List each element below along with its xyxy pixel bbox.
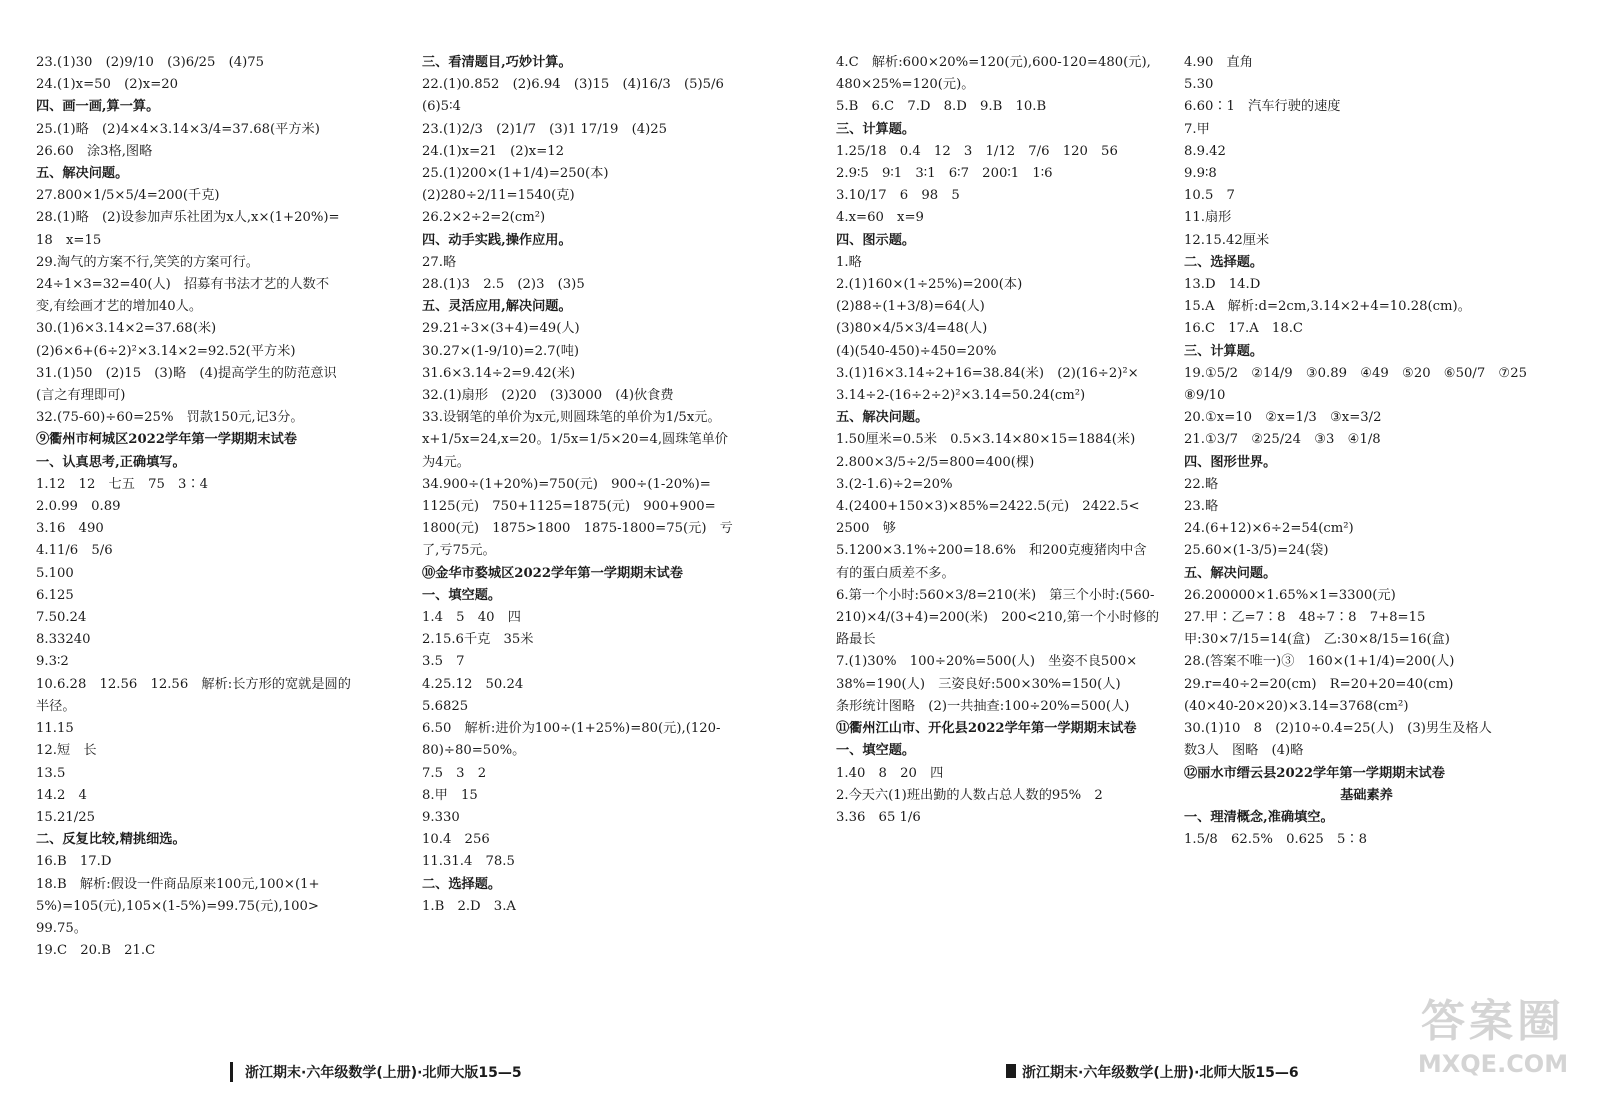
answer-line: 1.25/18 0.4 12 3 1/12 7/6 120 56: [836, 143, 1118, 159]
answer-line: 12.短 长: [36, 743, 97, 759]
answer-line: 21.①3/7 ②25/24 ③3 ④1/8: [1184, 432, 1381, 448]
answer-line: 9.3∶2: [36, 654, 69, 670]
answer-line: 23.略: [1184, 499, 1219, 515]
answer-line: 25.(1)略 (2)4×4×3.14×3/4=37.68(平方米): [36, 121, 320, 137]
answer-column-1: [36, 52, 401, 962]
answer-line: 99.75。: [36, 920, 87, 936]
answer-line: 24.(6+12)×6÷2=54(cm²): [1184, 521, 1354, 537]
answer-line: (40×40-20×20)×3.14=3768(cm²): [1184, 698, 1409, 714]
answer-line: 24÷1×3=32=40(人) 招募有书法才艺的人数不: [36, 277, 330, 293]
answer-line: 32.(75-60)÷60=25% 罚款150元,记3分。: [36, 410, 304, 426]
answer-line: (6)5∶4: [422, 99, 461, 115]
answer-line: 8.甲 15: [422, 787, 478, 803]
section-heading: 二、选择题。: [1184, 254, 1264, 270]
answer-line: 28.(答案不唯一)③ 160×(1+1/4)=200(人): [1184, 654, 1455, 670]
answer-line: 了,亏75元。: [422, 543, 496, 559]
answer-line: 31.(1)50 (2)15 (3)略 (4)提高学生的防范意识: [36, 365, 337, 381]
answer-line: 7.50.24: [36, 610, 87, 626]
answer-line: 2.0.99 0.89: [36, 499, 121, 515]
answer-line: 25.60×(1-3/5)=24(袋): [1184, 543, 1329, 559]
right-page: [800, 0, 1600, 1101]
answer-line: (2)88÷(1+3/8)=64(人): [836, 299, 985, 315]
answer-line: 210)×4/(3+4)=200(米) 200<210,第一个小时修的: [836, 610, 1160, 626]
answer-line: 30.(1)6×3.14×2=37.68(米): [36, 321, 217, 337]
answer-line: 1.50厘米=0.5米 0.5×3.14×80×15=1884(米): [836, 432, 1136, 448]
section-heading: 三、计算题。: [836, 121, 916, 137]
answer-line: 6.50 解析:进价为100÷(1+25%)=80(元),(120-: [422, 721, 721, 737]
answer-line: 1.B 2.D 3.A: [422, 898, 516, 914]
answer-line: 27.略: [422, 254, 457, 270]
answer-line: 26.200000×1.65%×1=3300(元): [1184, 587, 1396, 603]
answer-line: 29.21÷3×(3+4)=49(人): [422, 321, 580, 337]
answer-line: 4.25.12 50.24: [422, 676, 524, 692]
section-heading: ⑩金华市婺城区2022学年第一学期期末试卷: [422, 565, 683, 581]
answer-line: 8.9.42: [1184, 143, 1226, 159]
answer-line: 2.今天六(1)班出勤的人数占总人数的95% 2: [836, 787, 1103, 803]
answer-line: 甲:30×7/15=14(盒) 乙:30×8/15=16(盒): [1184, 632, 1450, 648]
answer-line: 11.15: [36, 721, 74, 737]
answer-line: 5.30: [1184, 77, 1214, 93]
section-heading: ⑪衢州江山市、开化县2022学年第一学期期末试卷: [836, 721, 1137, 737]
answer-line: 29.r=40÷2=20(cm) R=20+20=40(cm): [1184, 676, 1454, 692]
answer-line: 14.2 4: [36, 787, 87, 803]
answer-line: 13.D 14.D: [1184, 277, 1261, 293]
answer-line: 有的蛋白质差不多。: [836, 565, 955, 581]
section-heading: 五、灵活应用,解决问题。: [422, 299, 572, 315]
answer-line: 6.125: [36, 587, 74, 603]
answer-line: 数3人 图略 (4)略: [1184, 743, 1304, 759]
answer-line: 5.100: [36, 565, 74, 581]
answer-column-2: [422, 52, 787, 918]
answer-line: 1.略: [836, 254, 862, 270]
section-heading: 四、画一画,算一算。: [36, 99, 160, 115]
answer-line: 1.12 12 七五 75 3∶4: [36, 476, 209, 492]
answer-line: 30.(1)10 8 (2)10÷0.4=25(人) (3)男生及格人: [1184, 721, 1492, 737]
section-heading: 五、解决问题。: [1184, 565, 1277, 581]
answer-line: 24.(1)x=21 (2)x=12: [422, 143, 565, 159]
answer-line: 1125(元) 750+1125=1875(元) 900+900=: [422, 499, 716, 515]
answer-line: 8.33240: [36, 632, 91, 648]
answer-line: 3.14÷2-(16÷2÷2)²×3.14=50.24(cm²): [836, 388, 1086, 404]
answer-line: 3.36 65 1/6: [836, 809, 921, 825]
answer-line: (2)6×6+(6÷2)²×3.14×2=92.52(平方米): [36, 343, 296, 359]
answer-line: 23.(1)2/3 (2)1/7 (3)1 17/19 (4)25: [422, 121, 668, 137]
answer-line: 2.15.6千克 35米: [422, 632, 534, 648]
answer-line: 38%=190(人) 三姿良好:500×30%=150(人): [836, 676, 1121, 692]
answer-line: 3.16 490: [36, 521, 104, 537]
answer-line: 80)÷80=50%。: [422, 743, 526, 759]
answer-line: 10.4 256: [422, 832, 490, 848]
answer-line: 28.(1)略 (2)设参加声乐社团为x人,x×(1+20%)=: [36, 210, 340, 226]
answer-line: 29.淘气的方案不行,笑笑的方案可行。: [36, 254, 259, 270]
answer-line: 20.①x=10 ②x=1/3 ③x=3/2: [1184, 410, 1382, 426]
answer-line: 11.扇形: [1184, 210, 1232, 226]
page-footer-right: 浙江期末·六年级数学(上册)·北师大版15—6: [1006, 1062, 1299, 1082]
answer-line: 1800(元) 1875>1800 1875-1800=75(元) 亏: [422, 521, 733, 537]
answer-line: 30.27×(1-9/10)=2.7(吨): [422, 343, 580, 359]
answer-line: 7.5 3 2: [422, 765, 487, 781]
section-heading: ⑫丽水市缙云县2022学年第一学期期末试卷: [1184, 765, 1445, 781]
answer-line: 路最长: [836, 632, 876, 648]
answer-line: 5%)=105(元),105×(1-5%)=99.75(元),100>: [36, 898, 319, 914]
answer-line: 9.330: [422, 809, 460, 825]
answer-line: 12.15.42厘米: [1184, 232, 1270, 248]
section-heading: 四、图形世界。: [1184, 454, 1277, 470]
answer-line: 1.40 8 20 四: [836, 765, 944, 781]
answer-line: 19.C 20.B 21.C: [36, 943, 156, 959]
answer-line: (2)280÷2/11=1540(克): [422, 188, 575, 204]
answer-line: 4.x=60 x=9: [836, 210, 924, 226]
answer-line: 15.A 解析:d=2cm,3.14×2+4=10.28(cm)。: [1184, 299, 1471, 315]
answer-line: 4.(2400+150×3)×85%=2422.5(元) 2422.5<: [836, 499, 1140, 515]
answer-line: 15.21/25: [36, 809, 95, 825]
answer-line: 26.2×2÷2=2(cm²): [422, 210, 546, 226]
answer-line: 3.10/17 6 98 5: [836, 188, 960, 204]
answer-line: 为4元。: [422, 454, 470, 470]
answer-line: (言之有理即可): [36, 388, 126, 404]
answer-line: 条形统计图略 (2)一共抽查:100÷20%=500(人): [836, 698, 1130, 714]
section-heading: 一、理清概念,准确填空。: [1184, 809, 1334, 825]
answer-line: 5.6825: [422, 698, 469, 714]
section-heading: 五、解决问题。: [36, 166, 129, 182]
answer-line: 10.5 7: [1184, 188, 1235, 204]
answer-line: 2.800×3/5÷2/5=800=400(棵): [836, 454, 1035, 470]
section-heading: 一、填空题。: [422, 587, 502, 603]
answer-line: 26.60 涂3格,图略: [36, 143, 153, 159]
answer-line: 7.甲: [1184, 121, 1210, 137]
answer-line: 1.4 5 40 四: [422, 610, 521, 626]
answer-line: 2.9∶5 9∶1 3∶1 6∶7 200∶1 1∶6: [836, 166, 1053, 182]
section-heading: 二、选择题。: [422, 876, 502, 892]
answer-line: 33.设钢笔的单价为x元,则圆珠笔的单价为1/5x元。: [422, 410, 721, 426]
section-heading: 四、动手实践,操作应用。: [422, 232, 572, 248]
answer-line: 480×25%=120(元)。: [836, 77, 975, 93]
answer-line: 2500 够: [836, 521, 896, 537]
answer-line: 22.略: [1184, 476, 1219, 492]
answer-line: 7.(1)30% 100÷20%=500(人) 坐姿不良500×: [836, 654, 1138, 670]
answer-line: 22.(1)0.852 (2)6.94 (3)15 (4)16/3 (5)5/6: [422, 77, 724, 93]
answer-line: 16.B 17.D: [36, 854, 112, 870]
answer-line: (4)(540-450)÷450=20%: [836, 343, 997, 359]
answer-line: 18 x=15: [36, 232, 102, 248]
answer-line: 2.(1)160×(1÷25%)=200(本): [836, 277, 1023, 293]
watermark-text: 答案圈: [1421, 996, 1565, 1047]
answer-line: 半径。: [36, 698, 76, 714]
page-footer-left: 浙江期末·六年级数学(上册)·北师大版15—5: [230, 1062, 522, 1082]
answer-line: x+1/5x=24,x=20。1/5x=1/5×20=4,圆珠笔单价: [422, 432, 728, 448]
section-heading: 三、看清题目,巧妙计算。: [422, 55, 572, 70]
answer-line: 3.(1)16×3.14÷2+16=38.84(米) (2)(16÷2)²×: [836, 365, 1139, 381]
answer-line: 4.11/6 5/6: [36, 543, 113, 559]
section-heading: ⑨衢州市柯城区2022学年第一学期期末试卷: [36, 432, 297, 448]
answer-line: 4.90 直角: [1184, 55, 1253, 70]
answer-column-3: [836, 52, 1201, 829]
answer-line: 23.(1)30 (2)9/10 (3)6/25 (4)75: [36, 55, 265, 70]
answer-column-4: [1184, 52, 1549, 851]
section-heading: 一、认真思考,正确填写。: [36, 454, 186, 470]
answer-line: 18.B 解析:假设一件商品原来100元,100×(1+: [36, 876, 320, 892]
answer-line: 13.5: [36, 765, 66, 781]
answer-line: 6.第一个小时:560×3/8=210(米) 第三个小时:(560-: [836, 587, 1155, 603]
answer-line: 3.(2-1.6)÷2=20%: [836, 476, 953, 492]
answer-line: 31.6×3.14÷2=9.42(米): [422, 365, 576, 381]
section-heading: 一、填空题。: [836, 743, 916, 759]
answer-line: 27.800×1/5×5/4=200(千克): [36, 188, 220, 204]
section-heading: 四、图示题。: [836, 232, 916, 248]
answer-line: 25.(1)200×(1+1/4)=250(本): [422, 166, 609, 182]
answer-line: 32.(1)扇形 (2)20 (3)3000 (4)伙食费: [422, 388, 674, 404]
answer-line: 变,有绘画才艺的增加40人。: [36, 299, 203, 315]
answer-line: 28.(1)3 2.5 (2)3 (3)5: [422, 277, 585, 293]
answer-line: 10.6.28 12.56 12.56 解析:长方形的宽就是圆的: [36, 676, 351, 692]
answer-line: 24.(1)x=50 (2)x=20: [36, 77, 179, 93]
answer-line: 9.9∶8: [1184, 166, 1217, 182]
answer-line: 1.5/8 62.5% 0.625 5∶8: [1184, 832, 1367, 848]
answer-line: 4.C 解析:600×20%=120(元),600-120=480(元),: [836, 55, 1151, 70]
answer-line: (3)80×4/5×3/4=48(人): [836, 321, 988, 337]
answer-line: 5.1200×3.1%÷200=18.6% 和200克瘦猪肉中含: [836, 543, 1147, 559]
answer-line: 6.60∶1 汽车行驶的速度: [1184, 99, 1341, 115]
answer-line: 3.5 7: [422, 654, 465, 670]
section-heading: 二、反复比较,精挑细选。: [36, 832, 186, 848]
answer-line: 34.900÷(1+20%)=750(元) 900÷(1-20%)=: [422, 476, 711, 492]
watermark-logo: [1398, 994, 1588, 1094]
answer-line: 16.C 17.A 18.C: [1184, 321, 1303, 337]
watermark-url: MXQE.COM: [1417, 1050, 1569, 1078]
answer-line: 11.31.4 78.5: [422, 854, 515, 870]
section-heading: 三、计算题。: [1184, 343, 1264, 359]
answer-line: 5.B 6.C 7.D 8.D 9.B 10.B: [836, 99, 1047, 115]
answer-line: ⑧9/10: [1184, 388, 1226, 404]
answer-line: 27.甲∶乙=7∶8 48÷7∶8 7+8=15: [1184, 610, 1426, 626]
section-heading: 五、解决问题。: [836, 410, 929, 426]
answer-line: 19.①5/2 ②14/9 ③0.89 ④49 ⑤20 ⑥50/7 ⑦25: [1184, 365, 1528, 381]
section-heading: 基础素养: [1340, 787, 1393, 803]
